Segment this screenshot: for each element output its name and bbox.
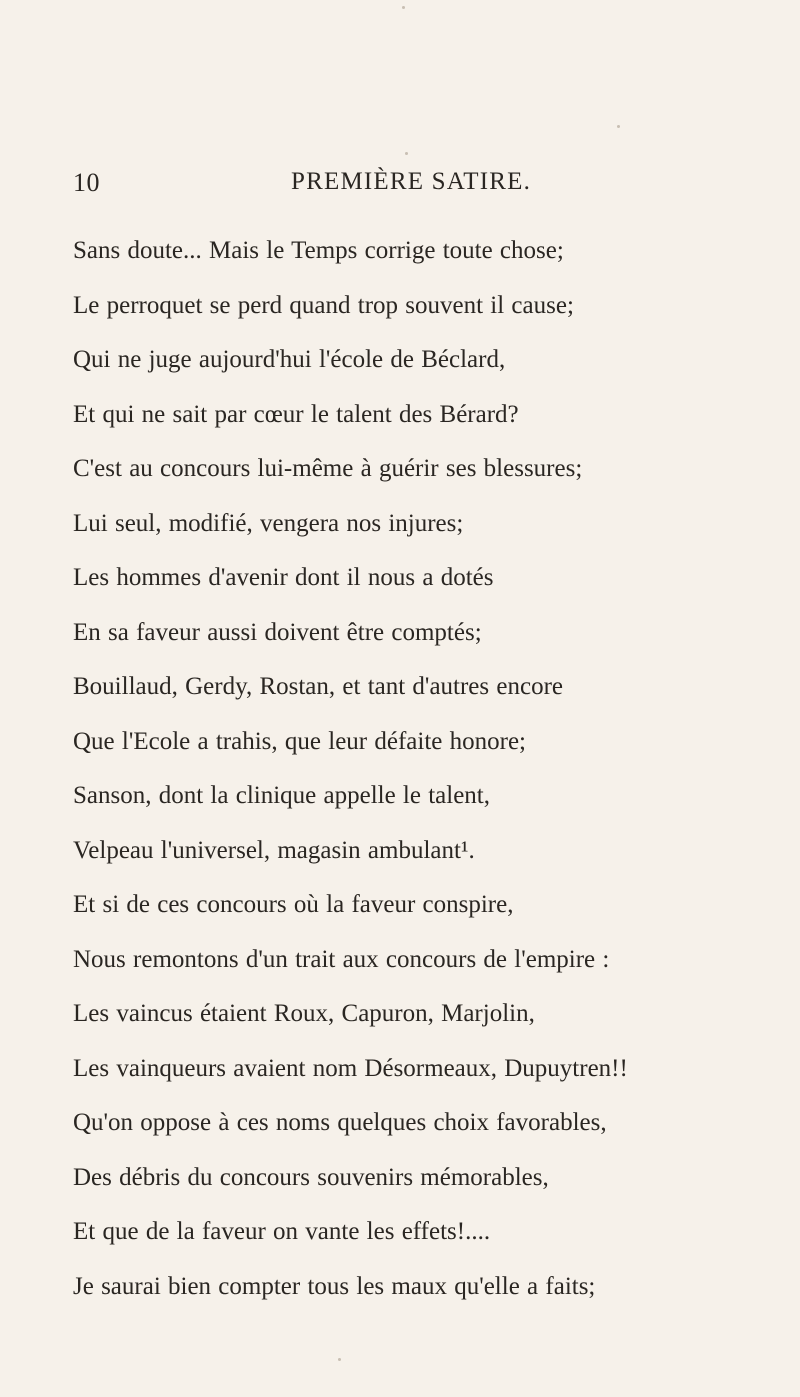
verse-line: Velpeau l'universel, magasin ambulant¹.	[73, 836, 475, 864]
verse-line: Sans doute... Mais le Temps corrige toute chose;	[73, 237, 564, 264]
page-number: 10	[73, 168, 100, 197]
paper-speck	[402, 6, 405, 9]
verse-line: Bouillaud, Gerdy, Rostan, et tant d'autres encore	[73, 673, 563, 700]
verse-line: Les vaincus étaient Roux, Capuron, Marjolin,	[73, 1000, 535, 1027]
verse-line: Et qui ne sait par cœur le talent des Bérard?	[73, 400, 519, 428]
verse-line: Le perroquet se perd quand trop souvent il cause;	[73, 291, 574, 319]
verse-line: Nous remontons d'un trait aux concours de l'empire :	[73, 945, 610, 973]
paper-speck	[338, 1358, 341, 1361]
page-header	[73, 168, 733, 208]
verse-line: Lui seul, modifié, vengera nos injures;	[73, 509, 464, 537]
verse-line: Les vainqueurs avaient nom Désormeaux, Dupuytren!!	[73, 1054, 628, 1082]
verse-line: Et si de ces concours où la faveur conspire,	[73, 891, 514, 918]
verse-line: Que l'Ecole a trahis, que leur défaite honore;	[73, 727, 526, 755]
verse-line: C'est au concours lui-même à guérir ses blessures;	[73, 455, 583, 482]
verse-line: Et que de la faveur on vante les effets!....	[73, 1218, 491, 1245]
poem-verses	[73, 224, 798, 1314]
paper-speck	[617, 125, 620, 128]
verse-line: Des débris du concours souvenirs mémorables,	[73, 1163, 549, 1191]
verse-line: Les hommes d'avenir dont il nous a dotés	[73, 564, 494, 591]
verse-line: Je saurai bien compter tous les maux qu'elle a faits;	[73, 1272, 596, 1300]
verse-line: Qu'on oppose à ces noms quelques choix favorables,	[73, 1109, 607, 1136]
verse-line: Qui ne juge aujourd'hui l'école de Béclard,	[73, 346, 506, 373]
running-title: PREMIÈRE SATIRE.	[291, 168, 532, 195]
verse-line: Sanson, dont la clinique appelle le talent,	[73, 782, 490, 809]
verse-line: En sa faveur aussi doivent être comptés;	[73, 618, 482, 646]
paper-speck	[405, 152, 408, 155]
